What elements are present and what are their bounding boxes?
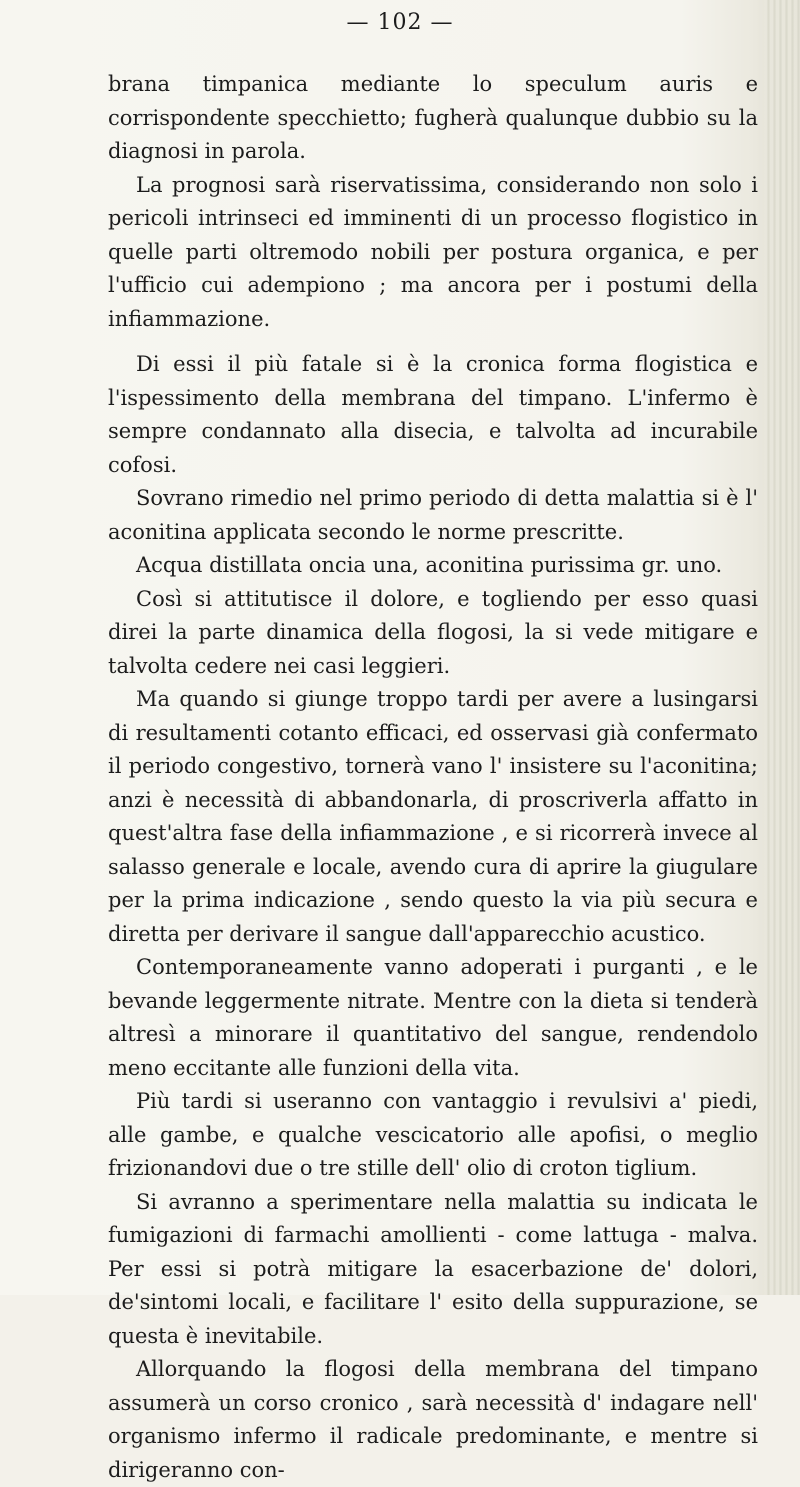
paragraph: Di essi il più fatale si è la cronica forma flogistica e l'ispessimento della membrana del timpano. L'infermo è sempre condannato alla disecia, e talvolta ad incurabile cofosi. xyxy=(108,352,758,477)
paragraph: Sovrano rimedio nel primo periodo di detta malattia si è l' aconitina applicata secondo le norme prescritte. xyxy=(108,486,758,544)
paragraph: Acqua distillata oncia una, aconitina purissima gr. uno. xyxy=(136,553,723,577)
paragraph: Si avranno a sperimentare nella malattia su indicata le fumigazioni di farmachi amollienti - come lattuga - malva. Per essi si potrà mitigare la esacerbazione de' dolori, de'sintomi locali, e facilitare l' esito della suppurazione, se questa è inevitabile. xyxy=(108,1189,758,1348)
paragraph: Ma quando si giunge troppo tardi per avere a lusingarsi di resultamenti cotanto efficaci, ed osservasi già confermato il periodo congestivo, tornerà vano l' insistere su l'aconitina; anzi è necessità di abbandonarla, di proscriverla affatto in quest'altra fase della infiammazione , e si ricorrerà invece al salasso generale e locale, avendo cura di aprire la giugulare per la prima indicazione , sendo questo la via più secura e diretta per derivare il sangue dall'apparecchio acustico. xyxy=(108,687,758,946)
page-edge-shadow xyxy=(764,0,800,1295)
page-number: — 102 — xyxy=(346,10,454,35)
paragraph: Più tardi si useranno con vantaggio i revulsivi a' piedi, alle gambe, e qualche vescicatorio alle apofisi, o meglio frizionandovi due o tre stille dell' olio di croton tiglium. xyxy=(108,1089,758,1180)
paragraph: La prognosi sarà riservatissima, considerando non solo i pericoli intrinseci ed imminenti di un processo flogistico in quelle parti oltremodo nobili per postura organica, e per l'ufficio cui adempiono ; ma ancora per i postumi della infiammazione. xyxy=(108,172,758,331)
paragraph: Allorquando la flogosi della membrana del timpano assumerà un corso cronico , sarà necessità d' indagare nell' organismo infermo il radicale predominante, e mentre si dirigeranno con- xyxy=(108,1357,758,1482)
paragraph: Così si attitutisce il dolore, e togliendo per esso quasi direi la parte dinamica della flogosi, la si vede mitigare e talvolta cedere nei casi leggieri. xyxy=(108,586,758,678)
body-text xyxy=(108,68,758,1487)
paragraph: Contemporaneamente vanno adoperati i purganti , e le bevande leggermente nitrate. Mentre con la dieta si tenderà altresì a minorare il quantitativo del sangue, rendendolo meno eccitante alle funzioni della vita. xyxy=(108,955,758,1080)
paragraph: brana timpanica mediante lo speculum auris e corrispondente specchietto; fugherà qualunque dubbio su la diagnosi in parola. xyxy=(108,72,758,163)
